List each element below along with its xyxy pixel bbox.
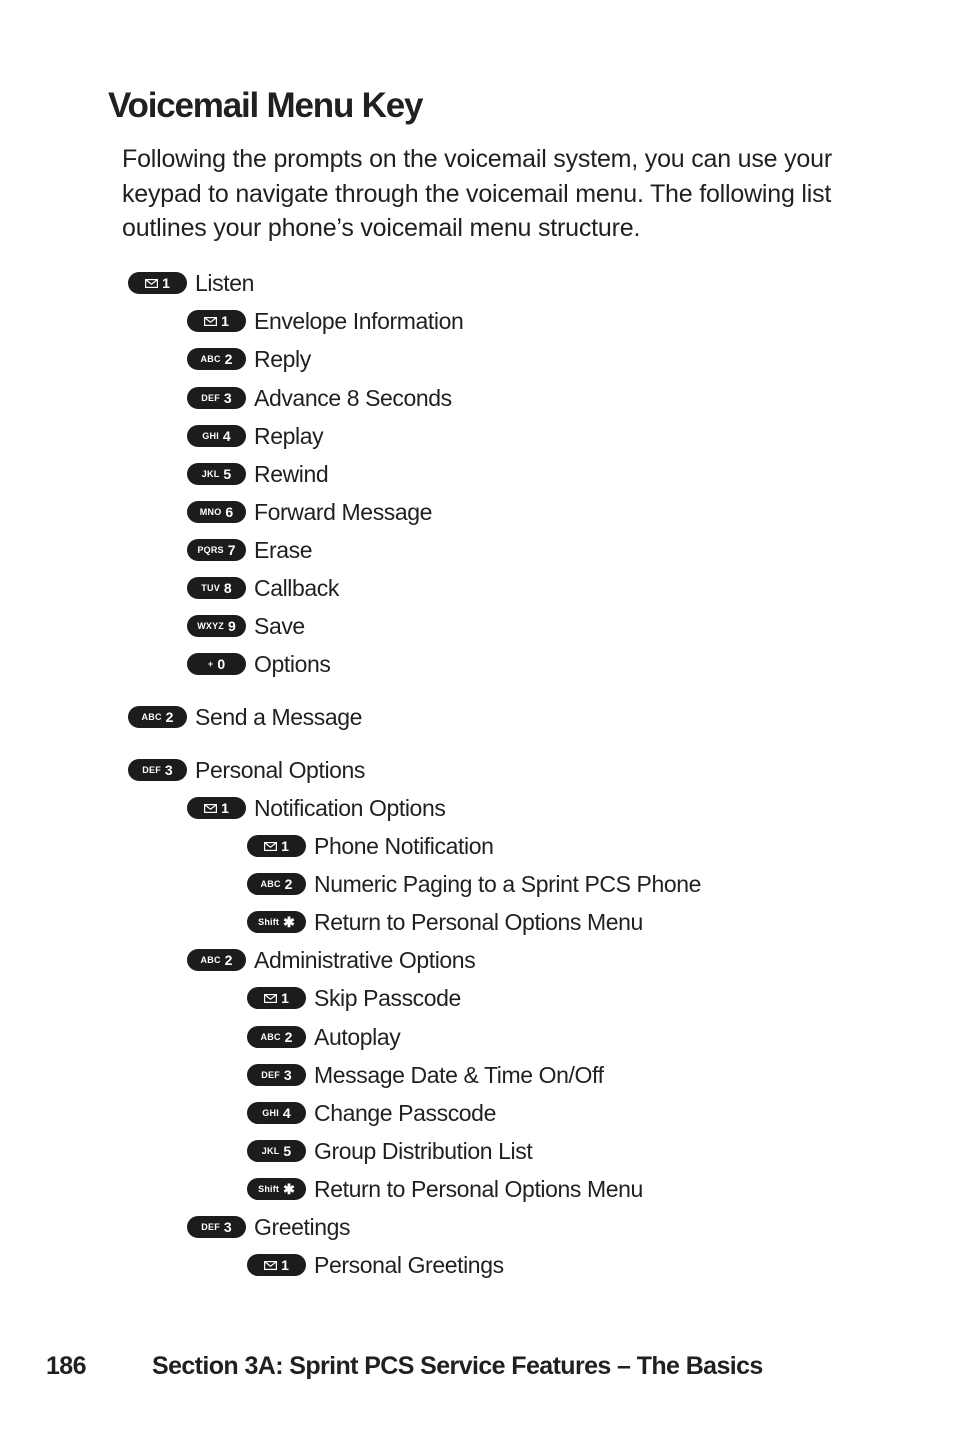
key-digit: 3 (164, 762, 173, 778)
menu-item-label: Skip Passcode (314, 985, 461, 1011)
key-letters: TUV (201, 583, 220, 593)
keypad-key-badge (247, 873, 306, 895)
menu-item (247, 983, 461, 1013)
key-digit: 5 (223, 466, 232, 482)
keypad-key-badge (187, 501, 246, 523)
keypad-key-badge (247, 1254, 306, 1276)
keypad-key-badge (187, 425, 246, 447)
menu-item-label: Callback (254, 575, 340, 601)
menu-item (187, 793, 445, 823)
keypad-key-badge (187, 387, 246, 409)
menu-item-label: Options (254, 651, 331, 677)
keypad-key-badge (247, 911, 306, 933)
key-letters: DEF (201, 393, 220, 403)
menu-item (247, 1250, 504, 1280)
menu-item-label: Administrative Options (254, 947, 476, 973)
menu-item (187, 421, 323, 451)
key-letters: Shift (258, 917, 280, 927)
menu-item (128, 755, 365, 785)
key-digit: 1 (221, 800, 229, 816)
key-digit: 2 (224, 952, 233, 968)
envelope-icon (264, 842, 277, 851)
key-digit: 1 (281, 838, 289, 854)
menu-item (247, 1022, 400, 1052)
keypad-key-badge (187, 463, 246, 485)
menu-item-label: Personal Options (195, 757, 366, 783)
key-letters: DEF (261, 1070, 280, 1080)
menu-item-label: Send a Message (195, 704, 363, 730)
envelope-icon (204, 317, 217, 326)
key-digit: 4 (282, 1105, 291, 1121)
keypad-key-badge (187, 797, 246, 819)
keypad-key-badge (247, 835, 306, 857)
menu-item (187, 573, 339, 603)
keypad-key-badge (187, 539, 246, 561)
menu-item (187, 344, 311, 374)
menu-item-label: Reply (254, 346, 311, 372)
menu-item (187, 306, 463, 336)
key-letters: + (207, 659, 214, 669)
menu-item-label: Notification Options (254, 795, 446, 821)
menu-item (247, 1174, 643, 1204)
menu-item (187, 611, 305, 641)
keypad-key-badge (247, 1178, 306, 1200)
key-digit: 9 (228, 618, 236, 634)
keypad-key-badge (247, 987, 306, 1009)
menu-item-label: Numeric Paging to a Sprint PCS Phone (314, 871, 702, 897)
key-letters: ABC (141, 712, 162, 722)
key-digit: 3 (223, 1219, 232, 1235)
keypad-key-badge (187, 653, 246, 675)
keypad-key-badge (247, 1140, 306, 1162)
menu-item-label: Replay (254, 423, 324, 449)
key-letters: ABC (200, 354, 221, 364)
page-footer (46, 1348, 906, 1384)
menu-item (187, 535, 312, 565)
menu-item (187, 383, 452, 413)
key-digit: 3 (223, 390, 232, 406)
menu-item-label: Listen (195, 270, 254, 296)
menu-item-label: Forward Message (254, 499, 433, 525)
key-letters: GHI (202, 431, 219, 441)
menu-item (187, 649, 330, 679)
menu-item-label: Phone Notification (314, 833, 494, 859)
keypad-key-badge (128, 706, 187, 728)
menu-item-label: Advance 8 Seconds (254, 385, 452, 411)
asterisk-icon: ✱ (283, 913, 295, 930)
key-digit: 2 (284, 1029, 293, 1045)
key-letters: MNO (199, 507, 222, 517)
menu-item-label: Change Passcode (314, 1100, 496, 1126)
menu-item-label: Group Distribution List (314, 1138, 533, 1164)
key-digit: 2 (284, 876, 293, 892)
envelope-icon (264, 994, 277, 1003)
keypad-key-badge (187, 1216, 246, 1238)
asterisk-icon: ✱ (283, 1180, 295, 1197)
key-digit: 0 (217, 656, 226, 672)
keypad-key-badge (187, 577, 246, 599)
menu-item-label: Rewind (254, 461, 329, 487)
key-digit: 1 (221, 313, 229, 329)
menu-item (247, 869, 701, 899)
key-digit: 5 (283, 1143, 292, 1159)
envelope-icon (204, 804, 217, 813)
keypad-key-badge (128, 759, 187, 781)
menu-item-label: Greetings (254, 1214, 351, 1240)
section-title: Section 3A: Sprint PCS Service Features – The Basics (152, 1352, 763, 1380)
key-letters: JKL (261, 1146, 280, 1156)
key-letters: Shift (258, 1184, 280, 1194)
menu-item (247, 907, 643, 937)
envelope-icon (145, 279, 158, 288)
key-letters: JKL (201, 469, 220, 479)
key-digit: 2 (165, 709, 174, 725)
menu-item-label: Autoplay (314, 1024, 401, 1050)
key-digit: 7 (227, 542, 236, 558)
key-letters: PQRS (197, 545, 224, 555)
menu-item-label: Message Date & Time On/Off (314, 1062, 604, 1088)
menu-item-label: Return to Personal Options Menu (314, 909, 643, 935)
menu-item-label: Save (254, 613, 305, 639)
envelope-icon (264, 1261, 277, 1270)
key-digit: 8 (223, 580, 232, 596)
keypad-key-badge (187, 949, 246, 971)
key-letters: DEF (142, 765, 161, 775)
menu-item (187, 945, 475, 975)
page-number: 186 (46, 1352, 86, 1380)
key-letters: ABC (200, 955, 221, 965)
menu-item (128, 268, 254, 298)
menu-item (247, 831, 493, 861)
menu-item-label: Personal Greetings (314, 1252, 504, 1278)
menu-item-label: Erase (254, 537, 313, 563)
key-letters: GHI (262, 1108, 279, 1118)
key-digit: 2 (224, 351, 233, 367)
key-letters: DEF (201, 1222, 220, 1232)
menu-item (247, 1098, 496, 1128)
keypad-key-badge (247, 1026, 306, 1048)
menu-item (187, 497, 432, 527)
key-letters: ABC (260, 1032, 281, 1042)
intro-paragraph: Following the prompts on the voicemail system, you can use your keypad to navigate through the voicemail menu. The following list outlines your phone’s voicemail menu structure. (122, 145, 832, 242)
page-title: Voicemail Menu Key (108, 86, 423, 125)
key-digit: 3 (283, 1067, 292, 1083)
key-letters: ABC (260, 879, 281, 889)
keypad-key-badge (187, 348, 246, 370)
menu-item-label: Envelope Information (254, 308, 464, 334)
menu-item (247, 1136, 532, 1166)
keypad-key-badge (247, 1064, 306, 1086)
key-letters: WXYZ (197, 621, 224, 631)
menu-item (187, 1212, 350, 1242)
menu-item (187, 459, 328, 489)
menu-item-label: Return to Personal Options Menu (314, 1176, 643, 1202)
keypad-key-badge (187, 615, 246, 637)
keypad-key-badge (187, 310, 246, 332)
key-digit: 6 (225, 504, 234, 520)
key-digit: 1 (281, 990, 289, 1006)
key-digit: 1 (162, 275, 170, 291)
menu-item (128, 702, 362, 732)
keypad-key-badge (247, 1102, 306, 1124)
keypad-key-badge (128, 272, 187, 294)
key-digit: 1 (281, 1257, 289, 1273)
key-digit: 4 (222, 428, 231, 444)
menu-item (247, 1060, 604, 1090)
